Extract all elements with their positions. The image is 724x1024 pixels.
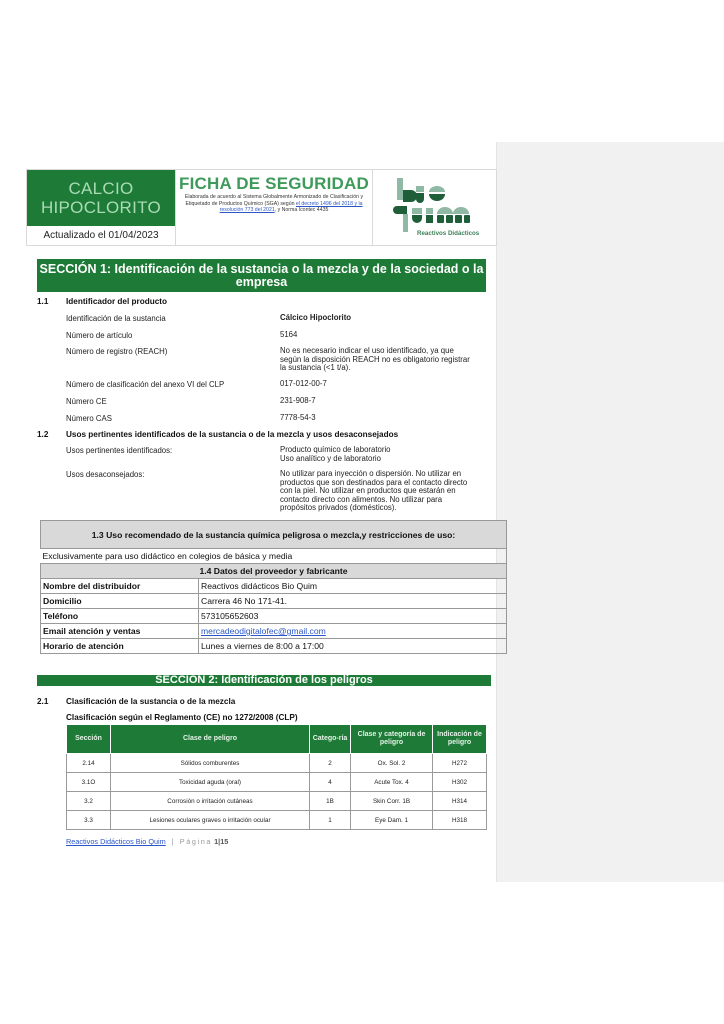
page-current: 1 bbox=[214, 837, 219, 846]
page-total: 15 bbox=[220, 837, 229, 846]
product-title-box bbox=[27, 170, 176, 245]
description-text: Elaborada de acuerdo al Sistema Globalmente Armonizado de Clasificación y Etiquetado de Productos Químico (SGA) según bbox=[184, 194, 364, 207]
row-label: Email atención y ventas bbox=[41, 624, 199, 639]
table-row bbox=[41, 579, 507, 594]
product-name bbox=[27, 170, 175, 226]
cell: Sólidos comburentes bbox=[111, 754, 310, 773]
updated-date: Actualizado el 01/04/2023 bbox=[43, 230, 159, 241]
cell: Corrosión o irritación cutáneas bbox=[111, 792, 310, 811]
column-header: Clase de peligro bbox=[111, 725, 310, 754]
product-name-line2: HIPOCLORITO bbox=[40, 198, 162, 217]
row-label: Teléfono bbox=[41, 609, 199, 624]
subsection-1-3-value: Exclusivamente para uso didáctico en colegios de básica y media bbox=[41, 549, 507, 564]
field-value: No es necesario indicar el uso identificado, ya que según la disposición REACH no es obligatorio registrar la sustancia (<1 t/a). bbox=[280, 346, 470, 373]
row-label: Horario de atención bbox=[41, 639, 199, 654]
table-row bbox=[67, 811, 487, 830]
cell: 4 bbox=[310, 773, 351, 792]
description-suffix: , y Norma Icontec 4435 bbox=[274, 207, 329, 214]
decree-link[interactable]: el decreto 1496 del 2018 y la resolución 773 del 2021 bbox=[219, 200, 363, 214]
cell: 2 bbox=[310, 754, 351, 773]
cell: Skin Corr. 1B bbox=[351, 792, 433, 811]
row-value: 573105652603 bbox=[199, 609, 507, 624]
email-link[interactable]: mercadeodigitalofec@gmail.com bbox=[201, 626, 326, 636]
field-value: 017-012-00-7 bbox=[280, 379, 327, 388]
cell: Toxicidad aguda (oral) bbox=[111, 773, 310, 792]
page-footer: Reactivos Didácticos Bio Quim | Página 1|15 bbox=[66, 837, 229, 846]
subsection-1-2-number: 1.2 bbox=[37, 430, 49, 439]
column-header: Indicación de peligro bbox=[433, 725, 487, 754]
field-value: 231-908-7 bbox=[280, 396, 316, 405]
cell: Lesiones oculares graves o irritación ocular bbox=[111, 811, 310, 830]
row-value: Carrera 46 No 171-41. bbox=[199, 594, 507, 609]
subsection-1-1-number: 1.1 bbox=[37, 297, 49, 306]
product-name-line1: CALCIO bbox=[68, 179, 134, 198]
page-word: Página bbox=[179, 837, 213, 846]
field-label: Usos desaconsejados: bbox=[66, 470, 145, 479]
cell: 1 bbox=[310, 811, 351, 830]
cell: 3.1O bbox=[67, 773, 111, 792]
table-row bbox=[41, 594, 507, 609]
subsection-1-3-title: 1.3 Uso recomendado de la sustancia química peligrosa o mezcla,y restricciones de uso: bbox=[41, 521, 507, 549]
subsection-1-2-title: Usos pertinentes identificados de la sustancia o de la mezcla y usos desaconsejados bbox=[66, 430, 399, 439]
section-1-title: SECCIÓN 1: Identificación de la sustancia o la mezcla y de la sociedad o la empresa bbox=[37, 259, 486, 292]
table-row bbox=[67, 792, 487, 811]
field-value: Cálcico Hipoclorito bbox=[280, 313, 352, 322]
section-2-title: SECCIÓN 2: Identificación de los peligros bbox=[37, 675, 491, 686]
field-label: Número de registro (REACH) bbox=[66, 347, 168, 356]
cell: H272 bbox=[433, 754, 487, 773]
field-label: Número de clasificación del anexo VI del CLP bbox=[66, 380, 225, 389]
table-row bbox=[41, 639, 507, 654]
column-header: Sección bbox=[67, 725, 111, 754]
field-value bbox=[280, 446, 490, 463]
clp-subtitle: Clasificación según el Reglamento (CE) no 1272/2008 (CLP) bbox=[66, 713, 298, 722]
field-value: 5164 bbox=[280, 330, 298, 339]
table-row bbox=[41, 624, 507, 639]
field-label: Número de artículo bbox=[66, 331, 133, 340]
cell: Ox. Sol. 2 bbox=[351, 754, 433, 773]
document-header bbox=[26, 169, 497, 246]
doc-description bbox=[176, 193, 372, 214]
row-label: Nombre del distribuidor bbox=[41, 579, 199, 594]
row-value: Reactivos didácticos Bio Quim bbox=[199, 579, 507, 594]
field-value: 7778-54-3 bbox=[280, 413, 316, 422]
bio-quim-logo-icon bbox=[373, 170, 496, 245]
comment-margin-pane bbox=[496, 142, 724, 882]
cell: Acute Tox. 4 bbox=[351, 773, 433, 792]
field-value: No utilizar para inyección o dispersión. No utilizar en productos que son destinados para el contacto directo con la piel. No utilizar en productos que estarán en contacto directo con alimentos. No utilizar para propósitos privados (domésticos). bbox=[280, 469, 468, 513]
footer-separator: | bbox=[171, 837, 174, 846]
hazard-classification-table bbox=[66, 724, 487, 830]
field-label: Número CAS bbox=[66, 414, 112, 423]
column-header: Clase y categoría de peligro bbox=[351, 725, 433, 754]
cell: H314 bbox=[433, 792, 487, 811]
cell: 2.14 bbox=[67, 754, 111, 773]
cell: 3.3 bbox=[67, 811, 111, 830]
subsection-1-1-title: Identificador del producto bbox=[66, 297, 167, 306]
svg-text:Reactivos Didácticos: Reactivos Didácticos bbox=[416, 229, 479, 237]
field-label: Usos pertinentes identificados: bbox=[66, 446, 173, 455]
supplier-table bbox=[40, 520, 507, 654]
table-row bbox=[67, 773, 487, 792]
cell: H318 bbox=[433, 811, 487, 830]
value-line: Uso analítico y de laboratorio bbox=[280, 453, 381, 463]
table-row bbox=[41, 609, 507, 624]
field-label: Número CE bbox=[66, 397, 107, 406]
row-label: Domicilio bbox=[41, 594, 199, 609]
subsection-1-4-title: 1.4 Datos del proveedor y fabricante bbox=[41, 564, 507, 579]
cell: 1B bbox=[310, 792, 351, 811]
column-header: Catego-ría bbox=[310, 725, 351, 754]
cell: 3.2 bbox=[67, 792, 111, 811]
cell: H302 bbox=[433, 773, 487, 792]
doc-title: FICHA DE SEGURIDAD bbox=[179, 174, 369, 193]
table-row bbox=[67, 754, 487, 773]
value-line: Producto químico de laboratorio bbox=[280, 445, 391, 454]
subsection-2-1-number: 2.1 bbox=[37, 697, 49, 706]
subsection-2-1-title: Clasificación de la sustancia o de la mezcla bbox=[66, 697, 236, 706]
field-label: Identificación de la sustancia bbox=[66, 314, 166, 323]
doc-title-box bbox=[176, 170, 373, 245]
row-value: Lunes a viernes de 8:00 a 17:00 bbox=[199, 639, 507, 654]
company-link[interactable]: Reactivos Didácticos Bio Quim bbox=[66, 837, 166, 846]
cell: Eye Dam. 1 bbox=[351, 811, 433, 830]
